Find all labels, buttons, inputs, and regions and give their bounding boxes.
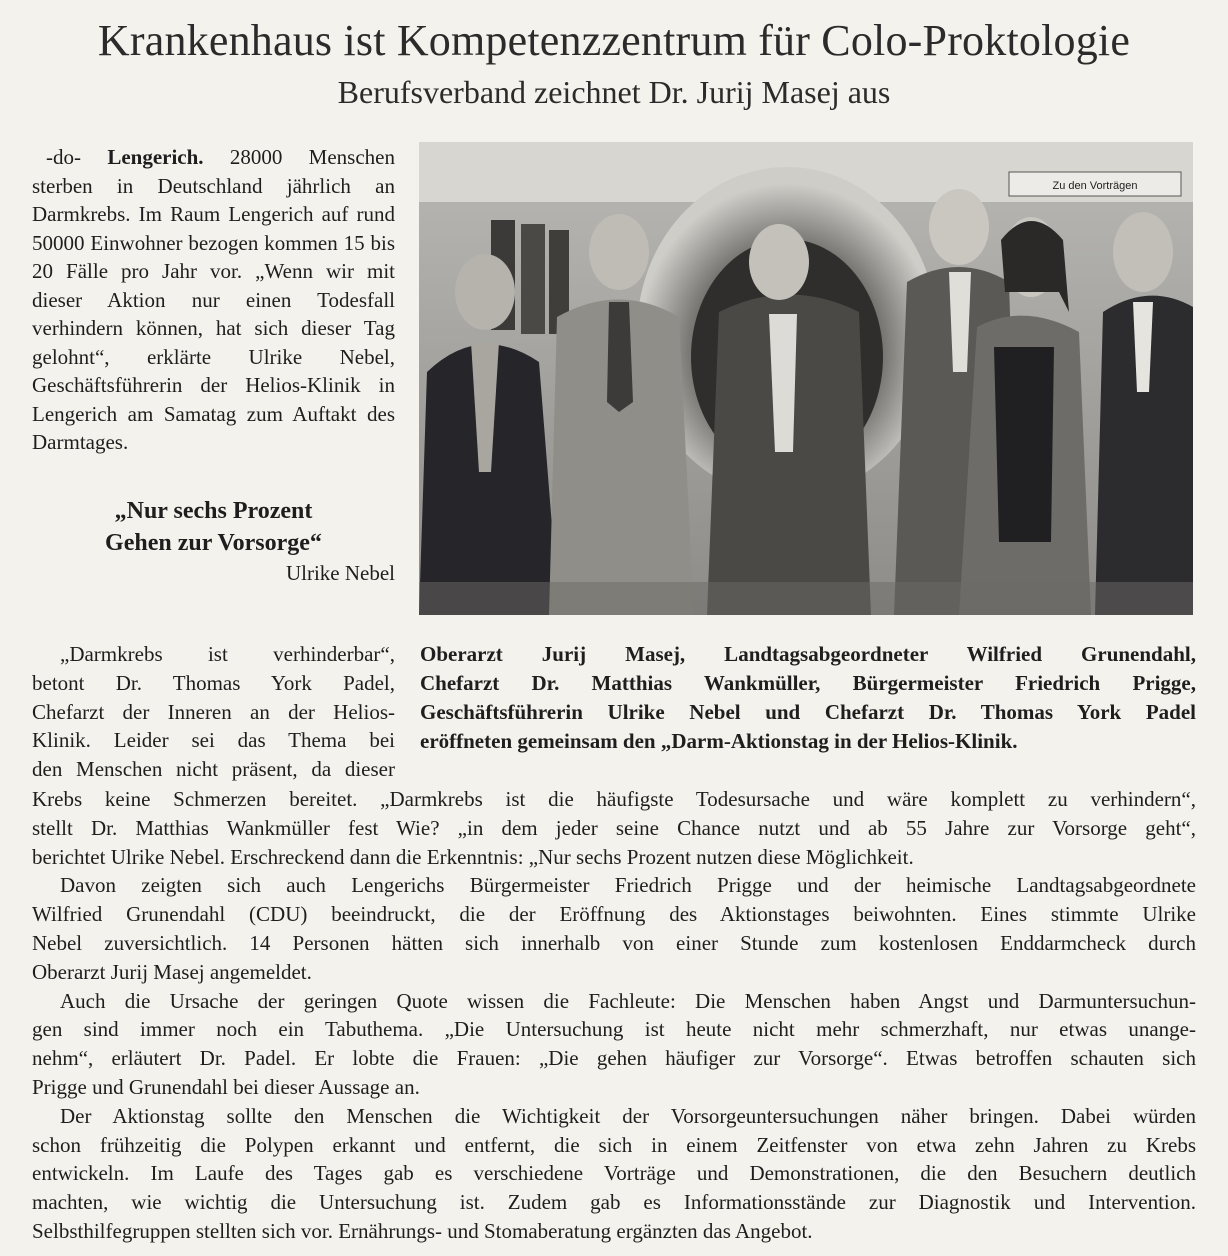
body-line: Prigge und Grunendahl bei dieser Aussage an. (32, 1074, 420, 1099)
body-line: berichtet Ulrike Nebel. Erschreckend dann die Erkenntnis: „Nur sechs Prozent nutzen diese Möglichkeit. (32, 844, 914, 869)
body-line: den Menschen nicht präsent, da dieser (32, 757, 395, 782)
body-line: Krebs keine Schmerzen bereitet. „Darmkrebs ist die häufigste Todesursache und wäre komplett zu verhindern“, (32, 787, 1196, 811)
body-line: nehm“, erläutert Dr. Padel. Er lobte die Frauen: „Die gehen häufiger zur Vorsorge“. Etwas betroffen schauten sich (32, 1046, 1196, 1071)
body-line: Wilfried Grunendahl (CDU) beeindruckt, die der Eröffnung des Aktionstages beiwohnten. Eines stimmte Ulrike (32, 902, 1196, 927)
pull-quote-attribution: Ulrike Nebel (285, 560, 395, 585)
body-line: Davon zeigten sich auch Lengerichs Bürgermeister Friedrich Prigge und der heimische Landtagsabgeordnete (60, 873, 1196, 898)
body-line: machten, wie wichtig die Untersuchung ist. Zudem gab es Informationsstände zur Diagnostik und Intervention. (32, 1190, 1196, 1215)
caption-line: eröffneten gemeinsam den „Darm-Aktionstag in der Helios-Klinik. (420, 729, 1018, 753)
body-line: entwickeln. Im Laufe des Tages gab es verschiedene Vorträge und Demonstrationen, die den Besuchern deutlich (32, 1161, 1196, 1186)
body-line: Selbsthilfegruppen stellten sich vor. Ernährungs- und Stomaberatung ergänzten das Angebot. (32, 1218, 813, 1243)
pull-quote (32, 495, 395, 559)
body-line: Der Aktionstag sollte den Menschen die Wichtigkeit der Vorsorgeuntersuchungen näher bringen. Dabei würden (60, 1103, 1196, 1128)
body-column-left (32, 640, 395, 784)
body-line: Oberarzt Jurij Masej angemeldet. (32, 959, 312, 984)
body-line: Nebel zuversichtlich. 14 Personen hätten sich innerhalb von einer Stunde zum kostenlosen Enddarmcheck durch (32, 930, 1196, 955)
wall-frame (521, 224, 545, 334)
intro-text: 28000 Menschen sterben in Deutschland jährlich an Darmkrebs. Im Raum Lengerich auf rund 50000 Einwohner bezogen kommen 15 bis 20 Fälle pro Jahr vor. „Wenn wir mit dieser Aktion nur einen Todesfall verhindern können, hat sich dieser Tag gelohnt“, erklärte Ulrike Nebel, Geschäftsführerin der Helios-Klinik in Lengerich am Samatag zum Auftakt des Darmtages. (32, 145, 395, 454)
body-line: gen sind immer noch ein Tabuthema. „Die Untersuchung ist heute nicht mehr schmerzhaft, nur etwas unange- (32, 1017, 1196, 1042)
intro-column (32, 143, 395, 587)
intro-paragraph (32, 143, 395, 457)
article-subheadline: Berufsverband zeichnet Dr. Jurij Masej aus (337, 74, 891, 110)
body-line: stellt Dr. Matthias Wankmüller fest Wie? „in dem jeder seine Chance nutzt und ab 55 Jahre zur Vorsorge geht“, (32, 815, 1196, 840)
pull-quote-line: Gehen zur Vorsorge“ (105, 529, 322, 556)
pull-quote-line: „Nur sechs Prozent (114, 497, 313, 524)
group-photo (419, 142, 1193, 615)
caption-line: Chefarzt Dr. Matthias Wankmüller, Bürgermeister Friedrich Prigge, (420, 671, 1196, 695)
dateline-place: Lengerich. (107, 145, 204, 169)
body-line: Klinik. Leider sei das Thema bei (32, 728, 395, 753)
group-photo-illustration (419, 142, 1193, 615)
dateline-prefix: -do- (46, 145, 108, 169)
body-line: Chefarzt der Inneren an der Helios- (32, 699, 395, 724)
direction-sign-text: Zu den Vorträgen (1052, 180, 1138, 192)
body-line: Auch die Ursache der geringen Quote wissen die Fachleute: Die Menschen haben Angst und Darmuntersuchun- (60, 988, 1196, 1013)
body-line: schon frühzeitig die Polypen erkannt und entfernt, die sich in einem Zeitfenster von etwa zehn Jahren zu Krebs (32, 1132, 1196, 1157)
photo-caption (420, 640, 1196, 756)
article-headline: Krankenhaus ist Kompetenzzentrum für Colo-Proktologie (97, 16, 1131, 65)
caption-line: Geschäftsführerin Ulrike Nebel und Chefarzt Dr. Thomas York Padel (420, 700, 1196, 724)
body-line: betont Dr. Thomas York Padel, (32, 670, 395, 695)
caption-line: Oberarzt Jurij Masej, Landtagsabgeordneter Wilfried Grunendahl, (420, 642, 1196, 666)
body-full-width (32, 785, 1196, 1246)
body-line: „Darmkrebs ist verhinderbar“, (60, 642, 395, 666)
